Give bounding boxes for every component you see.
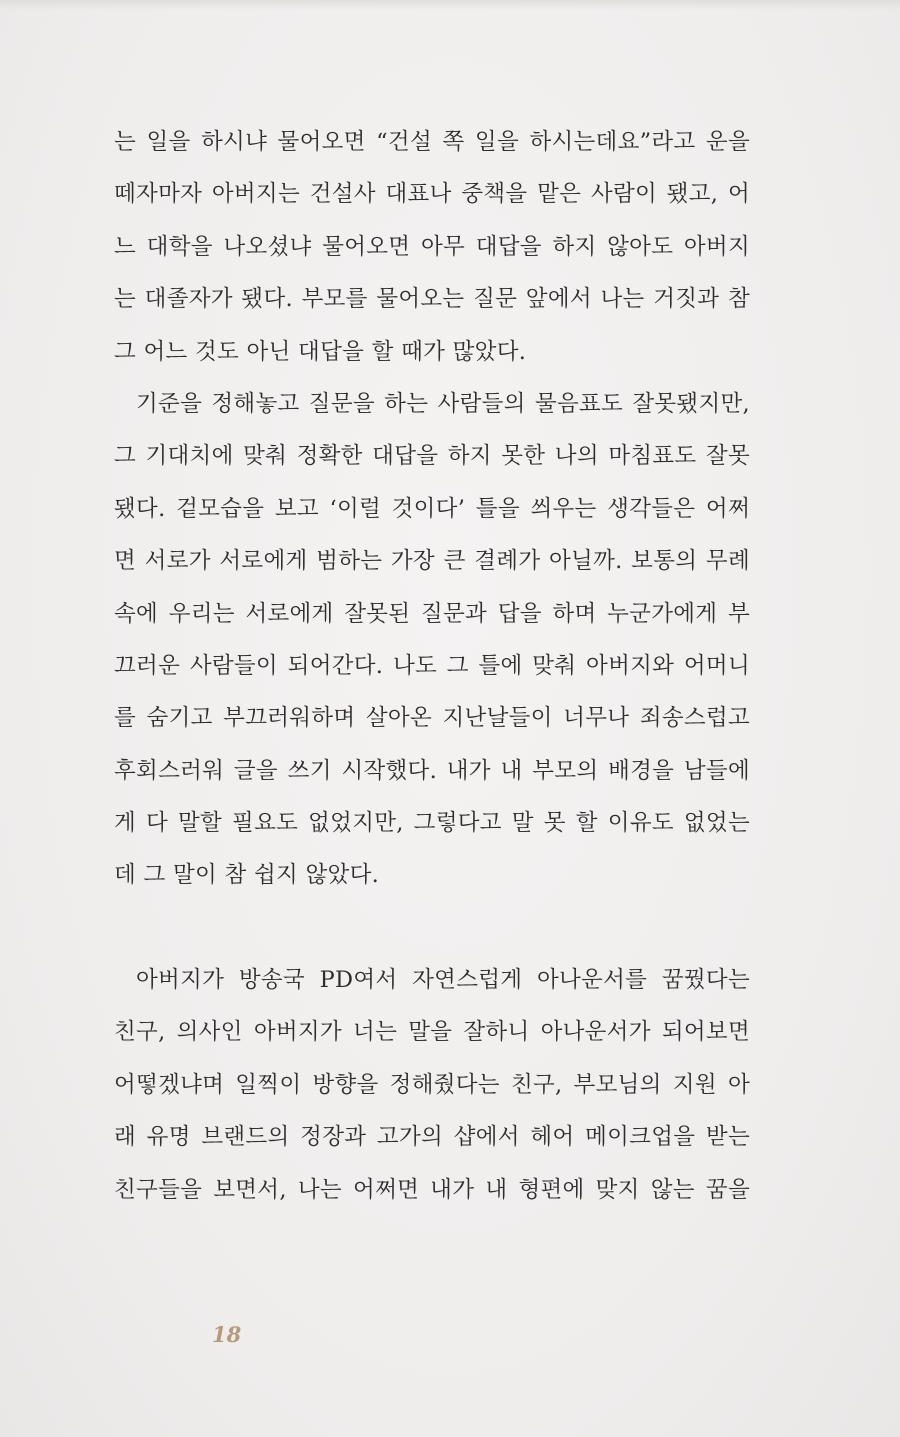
text-line: 는 일을 하시냐 물어오면 “건설 쪽 일을 하시는데요”라고 운을	[114, 129, 750, 155]
text-line: 면 서로가 서로에게 범하는 가장 큰 결례가 아닐까. 보통의 무례	[114, 548, 750, 575]
text-line: 데 그 말이 참 쉽지 않았다.	[114, 862, 380, 889]
page-number: 18	[212, 1322, 242, 1347]
text-line: 끄러운 사람들이 되어간다. 나도 그 틀에 맞춰 아버지와 어머니	[114, 652, 750, 679]
paragraph-1	[114, 122, 750, 384]
body-text-upper	[114, 122, 750, 908]
text-line: 친구, 의사인 아버지가 너는 말을 잘하니 아나운서가 되어보면	[114, 1019, 750, 1046]
paragraph-2	[114, 384, 750, 908]
paragraph-3	[114, 960, 750, 1222]
text-line: 게 다 말할 필요도 없었지만, 그렇다고 말 못 할 이유도 없었는	[114, 810, 750, 837]
text-line: 속에 우리는 서로에게 잘못된 질문과 답을 하며 누군가에게 부	[114, 600, 750, 627]
text-line: 는 대졸자가 됐다. 부모를 물어오는 질문 앞에서 나는 거짓과 참	[114, 286, 750, 313]
text-line: 친구들을 보면서, 나는 어쩌면 내가 내 형편에 맞지 않는 꿈을	[114, 1176, 750, 1203]
text-line: 를 숨기고 부끄러워하며 살아온 지난날들이 너무나 죄송스럽고	[114, 705, 750, 732]
text-line: 됐다. 겉모습을 보고 ‘이럴 것이다’ 틀을 씌우는 생각들은 어쩌	[114, 495, 750, 522]
text-line: 느 대학을 나오셨냐 물어오면 아무 대답을 하지 않아도 아버지	[114, 233, 750, 260]
text-line: 떼자마자 아버지는 건설사 대표나 중책을 맡은 사람이 됐고, 어	[114, 181, 750, 208]
text-line: 아버지가 방송국 PD여서 자연스럽게 아나운서를 꿈꿨다는	[136, 967, 750, 993]
text-line: 어떻겠냐며 일찍이 방향을 정해줬다는 친구, 부모님의 지원 아	[114, 1071, 750, 1098]
text-line: 후회스러워 글을 쓰기 시작했다. 내가 내 부모의 배경을 남들에	[114, 757, 750, 784]
text-line: 기준을 정해놓고 질문을 하는 사람들의 물음표도 잘못됐지만,	[136, 390, 750, 417]
text-line: 그 어느 것도 아닌 대답을 할 때가 많았다.	[114, 338, 527, 365]
page-top-shadow	[0, 0, 900, 10]
text-line: 래 유명 브랜드의 정장과 고가의 샵에서 헤어 메이크업을 받는	[114, 1124, 750, 1151]
text-line: 그 기대치에 맞춰 정확한 대답을 하지 못한 나의 마침표도 잘못	[114, 443, 750, 470]
body-text-lower	[114, 960, 750, 1222]
